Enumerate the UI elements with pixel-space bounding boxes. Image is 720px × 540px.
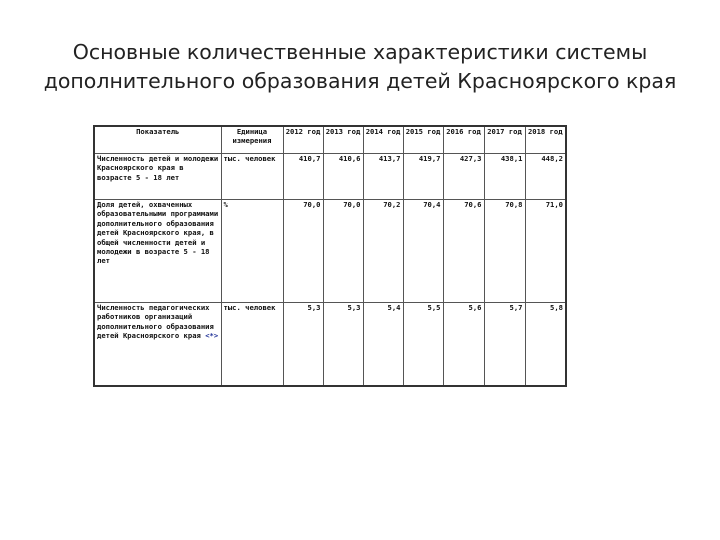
slide-title-line-1: Основные количественные характеристики системы	[72, 40, 648, 64]
header-unit: Единица измерения	[221, 126, 283, 154]
row-value: 71,0	[525, 200, 566, 303]
row-unit: %	[221, 200, 283, 303]
table-row	[94, 154, 566, 200]
header-year-2018: 2018 год	[525, 126, 566, 154]
row-value: 448,2	[525, 154, 566, 200]
row-indicator-text: Численность педагогических работников организаций дополнительного образования детей Красноярского края	[97, 303, 214, 341]
row-value: 5,8	[525, 303, 566, 387]
row-unit: тыс. человек	[221, 154, 283, 200]
row-value: 419,7	[403, 154, 443, 200]
footnote-reference: <*>	[205, 331, 219, 341]
row-value: 413,7	[363, 154, 403, 200]
header-year-2012: 2012 год	[283, 126, 323, 154]
row-value: 70,4	[403, 200, 443, 303]
header-year-2015: 2015 год	[403, 126, 443, 154]
table-header-row	[94, 126, 566, 154]
row-value: 70,8	[484, 200, 525, 303]
header-year-2014: 2014 год	[363, 126, 403, 154]
row-value: 70,2	[363, 200, 403, 303]
row-value: 427,3	[443, 154, 484, 200]
header-year-2013: 2013 год	[323, 126, 363, 154]
header-year-2016: 2016 год	[443, 126, 484, 154]
table-row	[94, 303, 566, 387]
table-row	[94, 200, 566, 303]
row-value: 5,5	[403, 303, 443, 387]
row-unit: тыс. человек	[221, 303, 283, 387]
row-indicator: Численность детей и молодежи Красноярского края в возрасте 5 - 18 лет	[94, 154, 221, 200]
row-value: 410,7	[283, 154, 323, 200]
characteristics-table-image	[93, 125, 565, 388]
row-value: 438,1	[484, 154, 525, 200]
row-value: 70,6	[443, 200, 484, 303]
slide-title-line-2: дополнительного образования детей Красноярского края	[43, 69, 677, 93]
row-value: 5,6	[443, 303, 484, 387]
row-value: 410,6	[323, 154, 363, 200]
row-indicator	[94, 303, 221, 387]
row-value: 5,7	[484, 303, 525, 387]
row-indicator: Доля детей, охваченных образовательными программами дополнительного образования детей Красноярского края, в общей численности детей и молодежи в возрасте 5 - 18 лет	[94, 200, 221, 303]
header-year-2017: 2017 год	[484, 126, 525, 154]
row-value: 5,4	[363, 303, 403, 387]
row-value: 5,3	[323, 303, 363, 387]
row-value: 5,3	[283, 303, 323, 387]
row-value: 70,0	[283, 200, 323, 303]
slide-title	[20, 38, 700, 96]
characteristics-table	[93, 125, 567, 387]
row-value: 70,0	[323, 200, 363, 303]
header-indicator: Показатель	[94, 126, 221, 154]
